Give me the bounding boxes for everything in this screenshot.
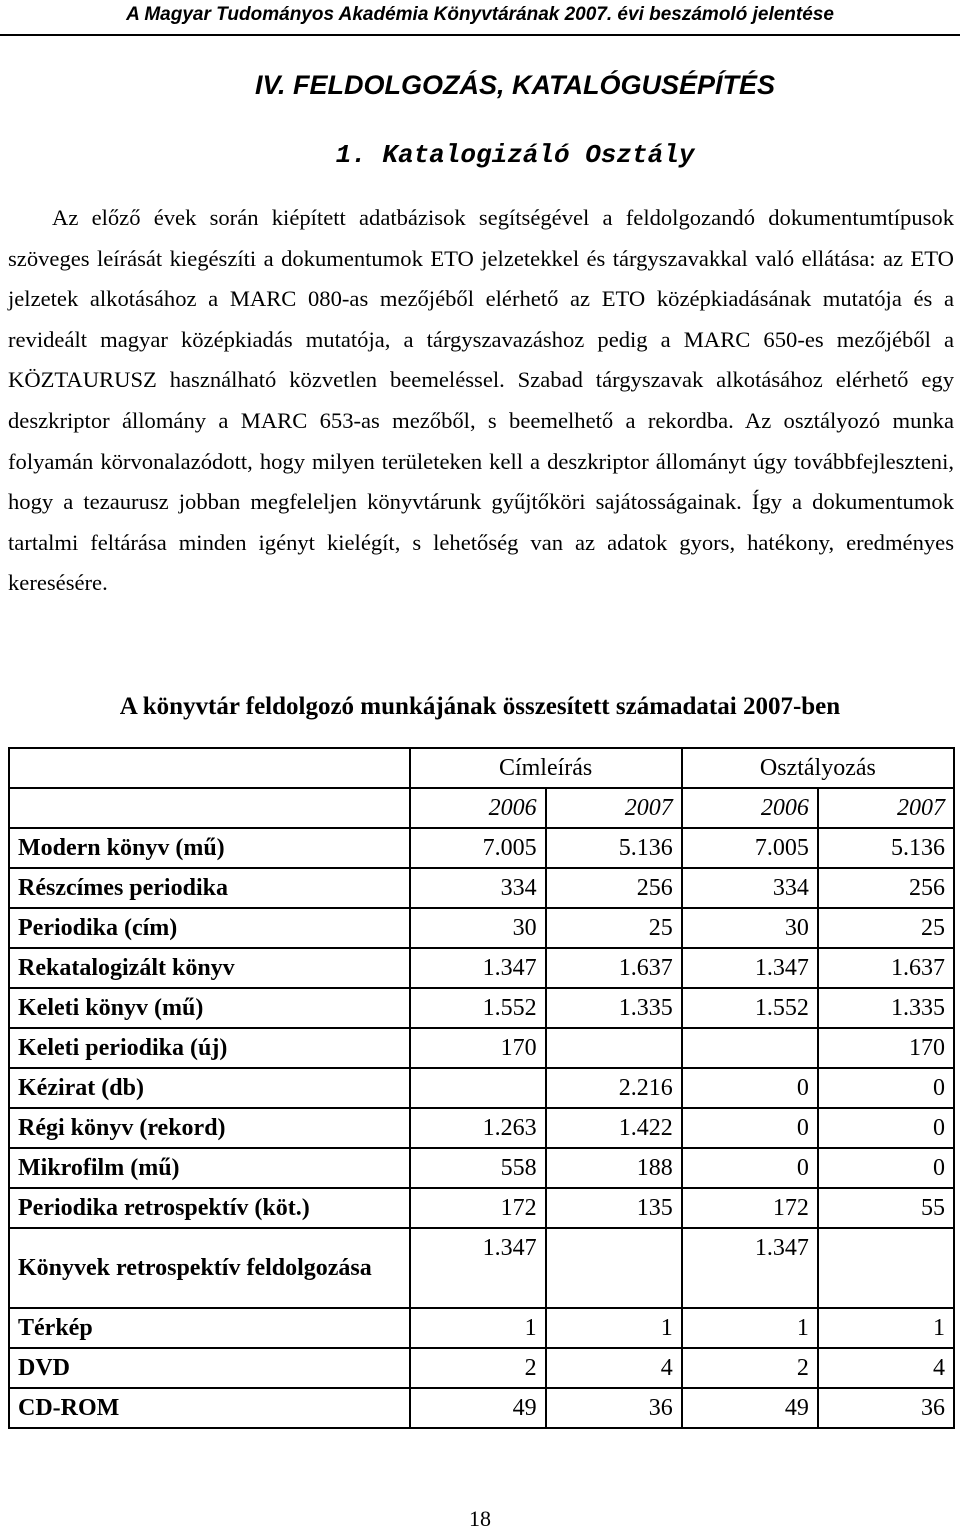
row-value: 170	[410, 1028, 546, 1068]
header-divider	[0, 34, 960, 36]
row-value: 135	[546, 1188, 682, 1228]
table-row	[9, 1228, 954, 1308]
row-value: 55	[818, 1188, 954, 1228]
row-value: 0	[682, 1108, 818, 1148]
row-label: Keleti periodika (új)	[9, 1028, 410, 1068]
row-value: 5.136	[818, 828, 954, 868]
table-row	[9, 988, 954, 1028]
row-value: 170	[818, 1028, 954, 1068]
row-value: 558	[410, 1148, 546, 1188]
table-row	[9, 1068, 954, 1108]
row-value: 0	[682, 1148, 818, 1188]
row-value: 256	[818, 868, 954, 908]
table-row	[9, 1308, 954, 1348]
row-value	[410, 1068, 546, 1108]
table-corner-cell	[9, 788, 410, 828]
group-header-osztalyozas: Osztályozás	[682, 748, 954, 788]
row-value: 4	[818, 1348, 954, 1388]
table-row	[9, 948, 954, 988]
table-body	[9, 828, 954, 1428]
table-row	[9, 868, 954, 908]
row-value: 1.347	[410, 1228, 546, 1308]
row-value: 1	[818, 1308, 954, 1348]
table-year-header-row	[9, 788, 954, 828]
year-header: 2006	[410, 788, 546, 828]
table-corner-cell	[9, 748, 410, 788]
row-label: Régi könyv (rekord)	[9, 1108, 410, 1148]
row-value: 334	[410, 868, 546, 908]
row-value: 188	[546, 1148, 682, 1188]
row-value: 0	[682, 1068, 818, 1108]
row-value: 1	[546, 1308, 682, 1348]
row-value: 25	[546, 908, 682, 948]
row-value: 334	[682, 868, 818, 908]
row-label: Periodika (cím)	[9, 908, 410, 948]
row-value: 1.552	[682, 988, 818, 1028]
row-value: 1.552	[410, 988, 546, 1028]
row-value: 4	[546, 1348, 682, 1388]
row-value: 2	[682, 1348, 818, 1388]
group-header-cimleiras: Címleírás	[410, 748, 682, 788]
table-row	[9, 1108, 954, 1148]
row-label: Rekatalogizált könyv	[9, 948, 410, 988]
row-label: Könyvek retrospektív feldolgozása	[9, 1228, 410, 1308]
statistics-table	[8, 747, 955, 1429]
row-label: Periodika retrospektív (köt.)	[9, 1188, 410, 1228]
table-row	[9, 1388, 954, 1428]
row-value: 0	[818, 1068, 954, 1108]
row-value	[682, 1028, 818, 1068]
body-paragraph: Az előző évek során kiépített adatbázisok segítségével a feldolgozandó dokumentumtípusok szöveges leírását kiegészíti a dokumentumok ETO jelzetekkel és tárgyszavakkal való ellátása: az ETO jelzetek alkotásához a MARC 080-as mezőjéből elérhető az ETO középkiadásának mutatója és a revideált magyar középkiadás mutatója, a tárgyszavazáshoz pedig a MARC 650-es mezőjéből a KÖZTAURUSZ használható közvetlen beemeléssel. Szabad tárgyszavak alkotásához elérhető egy deszkriptor állomány a MARC 653-as mezőből, s beemelhető a rekordba. Az osztályozó munka folyamán körvonalazódott, hogy milyen területeken kell a deszkriptor állományt úgy továbbfejleszteni, hogy a tezaurusz jobban megfeleljen könyvtárunk gyűjtőköri sajátosságainak. Így a dokumentumok tartalmi feltárása minden igényt kielégít, s lehetőség van az adatok gyors, hatékony, eredményes keresésére.	[8, 205, 954, 596]
row-label: CD-ROM	[9, 1388, 410, 1428]
row-value: 1.347	[682, 1228, 818, 1308]
table-row	[9, 1188, 954, 1228]
row-value	[546, 1028, 682, 1068]
row-value: 2.216	[546, 1068, 682, 1108]
row-value: 1.347	[410, 948, 546, 988]
subsection-title: 1. Katalogizáló Osztály	[335, 140, 695, 170]
row-label: Keleti könyv (mű)	[9, 988, 410, 1028]
row-value	[546, 1228, 682, 1308]
row-value: 172	[410, 1188, 546, 1228]
row-label: DVD	[9, 1348, 410, 1388]
row-value: 1.422	[546, 1108, 682, 1148]
table-title: A könyvtár feldolgozó munkájának összesített számadatai 2007-ben	[119, 693, 841, 720]
row-value: 49	[682, 1388, 818, 1428]
table-row	[9, 828, 954, 868]
row-label: Térkép	[9, 1308, 410, 1348]
row-value: 7.005	[410, 828, 546, 868]
table-row	[9, 1028, 954, 1068]
row-value: 1.637	[818, 948, 954, 988]
row-label: Modern könyv (mű)	[9, 828, 410, 868]
table-row	[9, 1348, 954, 1388]
row-value: 1.335	[818, 988, 954, 1028]
row-value: 1	[682, 1308, 818, 1348]
row-value: 30	[682, 908, 818, 948]
page-number: 18	[469, 1506, 491, 1531]
row-value: 1.347	[682, 948, 818, 988]
row-value: 256	[546, 868, 682, 908]
row-label: Kézirat (db)	[9, 1068, 410, 1108]
row-value: 172	[682, 1188, 818, 1228]
row-value	[818, 1228, 954, 1308]
row-value: 1.637	[546, 948, 682, 988]
year-header: 2006	[682, 788, 818, 828]
row-value: 5.136	[546, 828, 682, 868]
section-title: IV. FELDOLGOZÁS, KATALÓGUSÉPÍTÉS	[254, 70, 776, 100]
row-value: 7.005	[682, 828, 818, 868]
row-value: 30	[410, 908, 546, 948]
table-row	[9, 908, 954, 948]
row-value: 2	[410, 1348, 546, 1388]
row-value: 25	[818, 908, 954, 948]
row-value: 36	[818, 1388, 954, 1428]
row-value: 1.263	[410, 1108, 546, 1148]
table-group-header-row	[9, 748, 954, 788]
table-row	[9, 1148, 954, 1188]
row-value: 0	[818, 1148, 954, 1188]
row-value: 1.335	[546, 988, 682, 1028]
row-label: Mikrofilm (mű)	[9, 1148, 410, 1188]
row-value: 0	[818, 1108, 954, 1148]
year-header: 2007	[818, 788, 954, 828]
row-value: 1	[410, 1308, 546, 1348]
row-label: Részcímes periodika	[9, 868, 410, 908]
year-header: 2007	[546, 788, 682, 828]
running-header: A Magyar Tudományos Akadémia Könyvtárának 2007. évi beszámoló jelentése	[126, 4, 834, 25]
row-value: 49	[410, 1388, 546, 1428]
row-value: 36	[546, 1388, 682, 1428]
